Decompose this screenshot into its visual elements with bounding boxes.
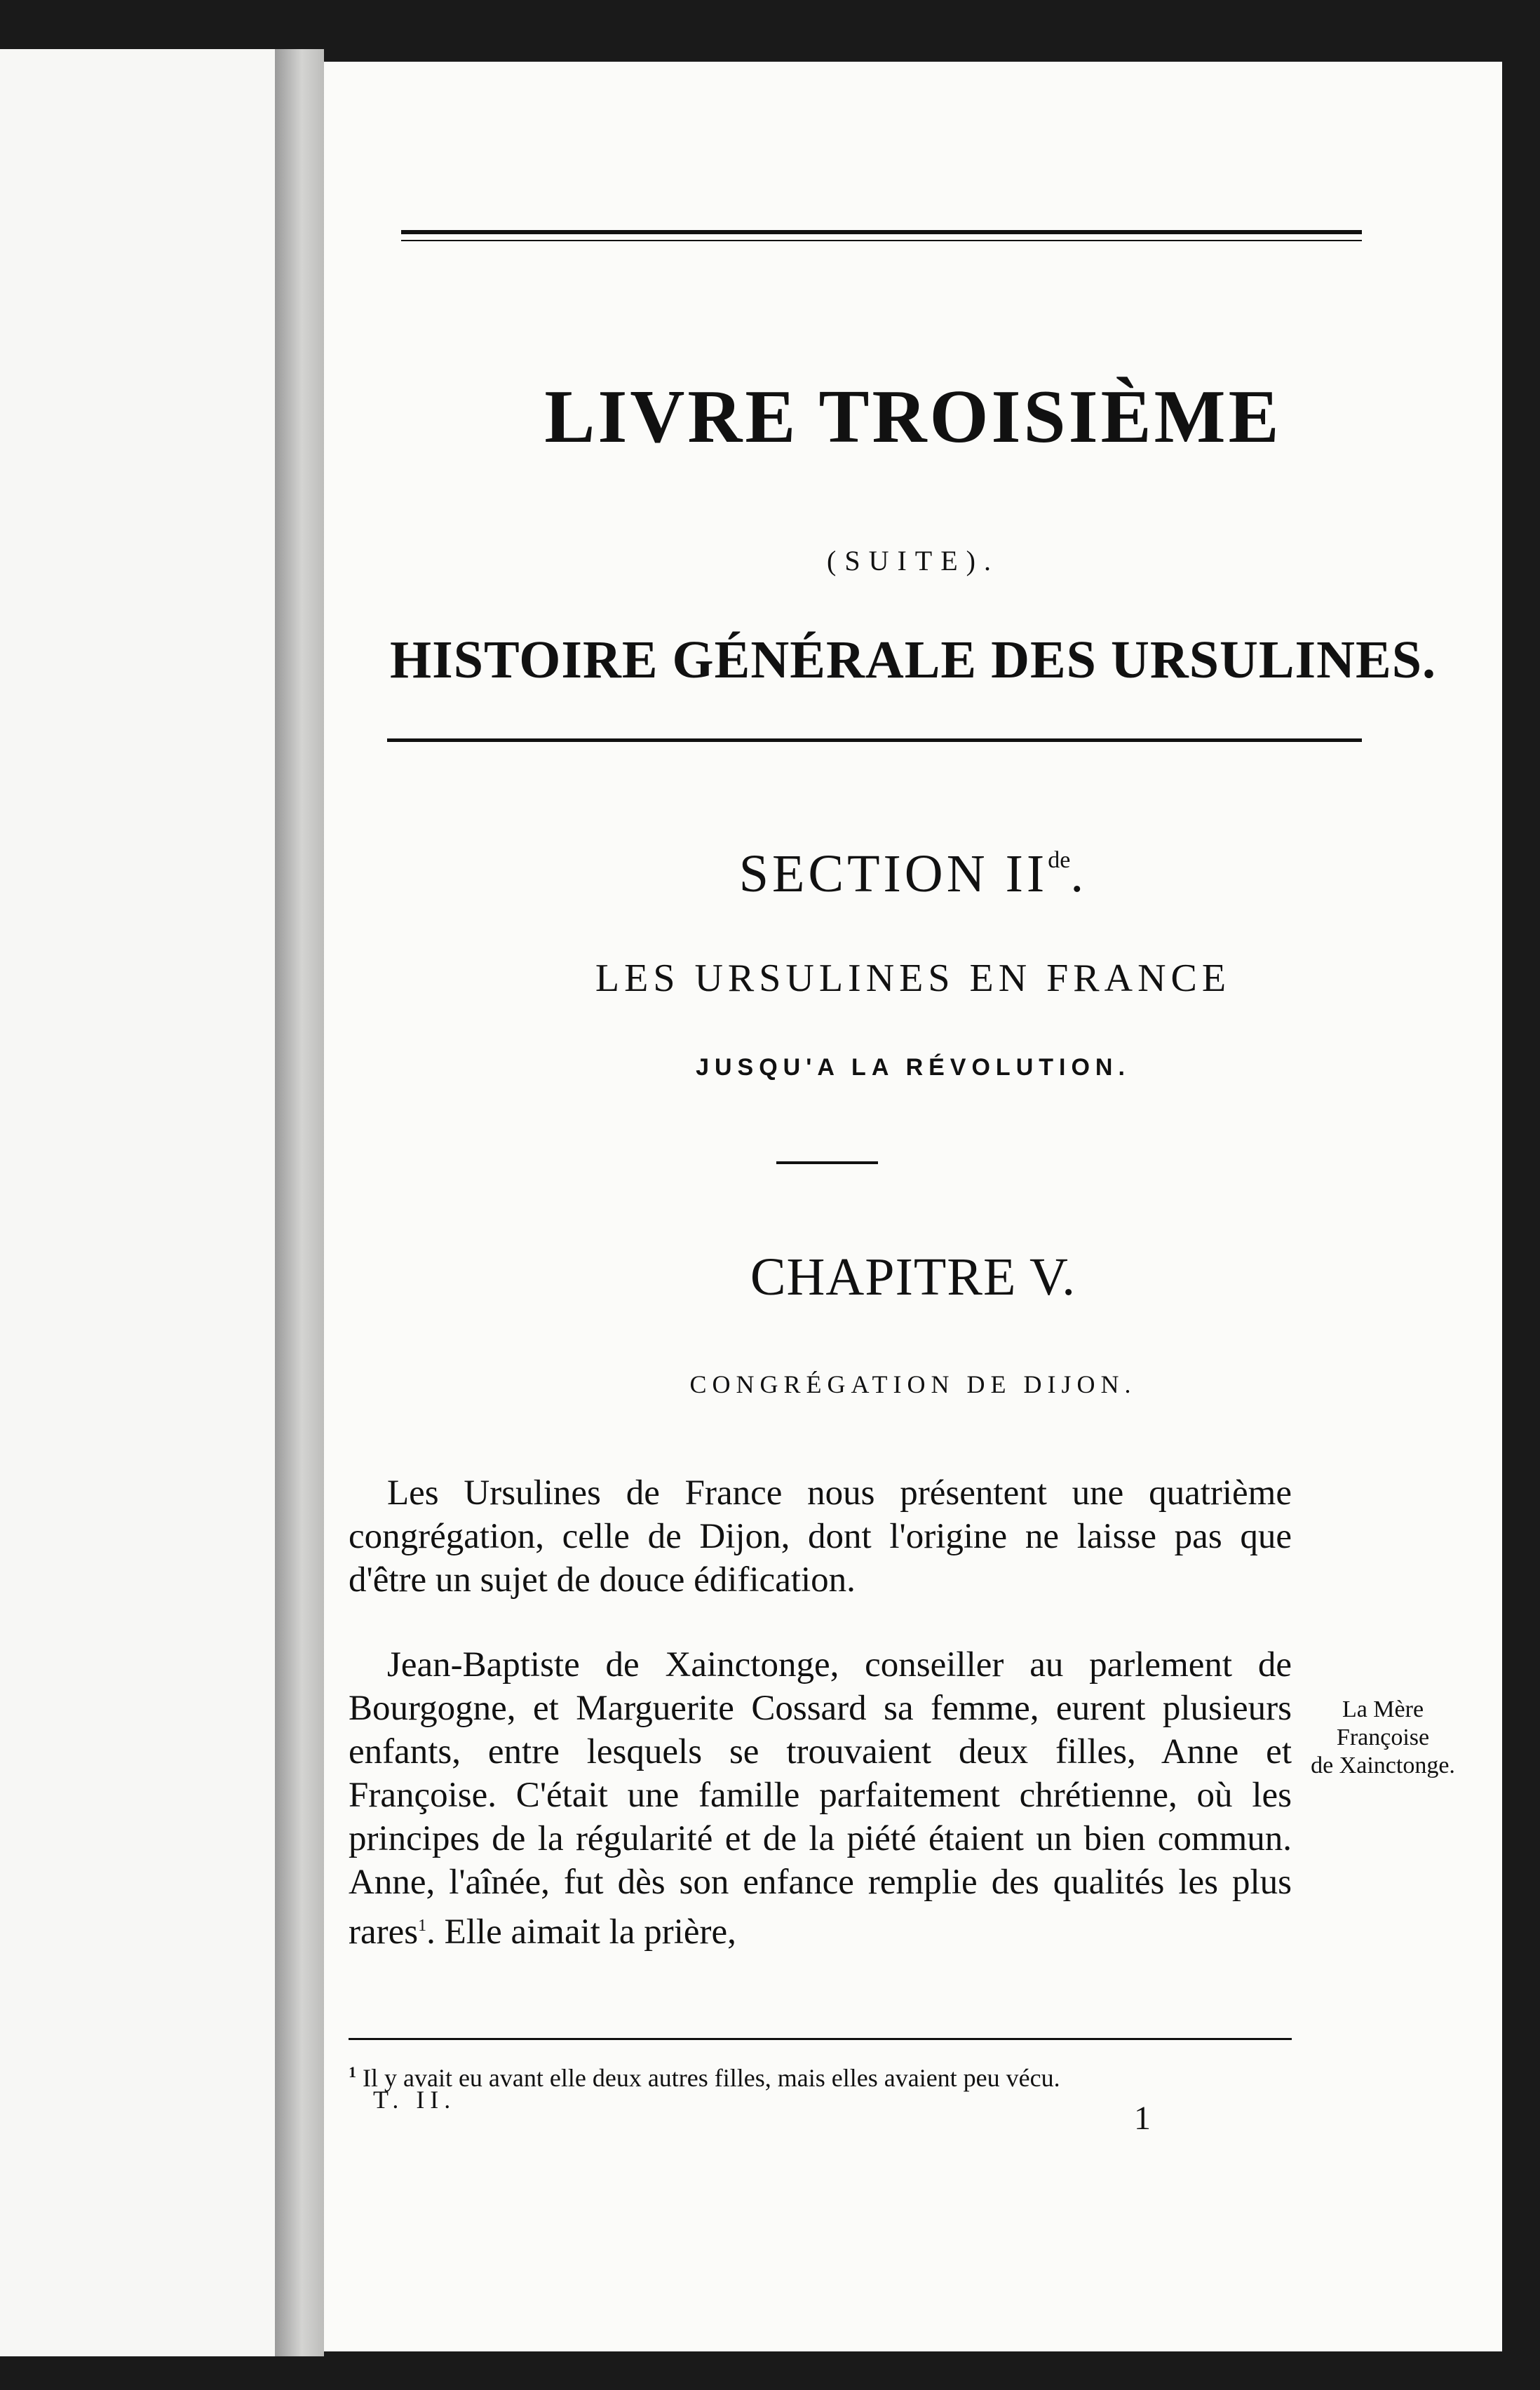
body-paragraph-1: Les Ursulines de France nous présentent une quatrième congrégation, celle de Dijon, dont l'origine ne laisse pas que d'être un sujet de douce édification. bbox=[349, 1473, 1292, 1600]
top-rule-thin bbox=[401, 240, 1362, 241]
section-title: LES URSULINES EN FRANCE bbox=[595, 957, 1231, 1000]
book-page bbox=[324, 62, 1502, 2351]
short-divider bbox=[776, 1161, 878, 1164]
footnote-reference: 1 bbox=[418, 1917, 427, 1935]
chapter-title: CHAPITRE V. bbox=[750, 1248, 1076, 1307]
part-title: LIVRE TROISIÈME bbox=[544, 375, 1282, 459]
section-subtitle: JUSQU'A LA RÉVOLUTION. bbox=[696, 1054, 1130, 1081]
margin-note bbox=[1302, 1696, 1464, 1780]
footnote bbox=[349, 2057, 1292, 2093]
main-title: HISTOIRE GÉNÉRALE DES URSULINES. bbox=[390, 630, 1436, 689]
margin-note-line-1: La Mère bbox=[1342, 1696, 1424, 1722]
footnote-text: Il y avait eu avant elle deux autres filles, mais elles avaient peu vécu. bbox=[363, 2064, 1060, 2092]
body-paragraph-2-end: . Elle aimait la prière, bbox=[426, 1912, 736, 1952]
top-rule-thick bbox=[401, 230, 1362, 234]
body-paragraph-2-text: Jean-Baptiste de Xainctonge, conseiller au parlement de Bourgogne, et Marguerite Cossard sa femme, eurent plusieurs enfants, entre lesquels se trouvaient deux filles, Anne et Françoise. C'était une famille parfaitement chrétienne, où les principes de la régularité et de la piété étaient un bien commun. Anne, l'aînée, fut dès son enfance remplie des qualités les plus rares bbox=[349, 1645, 1292, 1952]
body-paragraph-2 bbox=[349, 1643, 1292, 1954]
margin-note-line-2: Françoise bbox=[1336, 1724, 1430, 1750]
signature-mark: T. II. bbox=[373, 2086, 457, 2114]
margin-note-line-3: de Xainctonge. bbox=[1311, 1753, 1455, 1778]
chapter-subtitle: CONGRÉGATION DE DIJON. bbox=[689, 1370, 1137, 1398]
facing-page-edge bbox=[0, 49, 275, 2356]
section-label: SECTION II bbox=[738, 844, 1048, 903]
page-number: 1 bbox=[1134, 2100, 1151, 2137]
section-heading bbox=[324, 844, 1502, 905]
book-gutter bbox=[275, 49, 324, 2356]
section-period: . bbox=[1070, 844, 1088, 903]
footnote-marker: 1 bbox=[349, 2063, 356, 2081]
part-suffix: (SUITE). bbox=[827, 545, 999, 576]
title-rule bbox=[387, 738, 1362, 742]
footnote-rule bbox=[349, 2038, 1292, 2040]
section-superscript: de bbox=[1048, 847, 1071, 873]
